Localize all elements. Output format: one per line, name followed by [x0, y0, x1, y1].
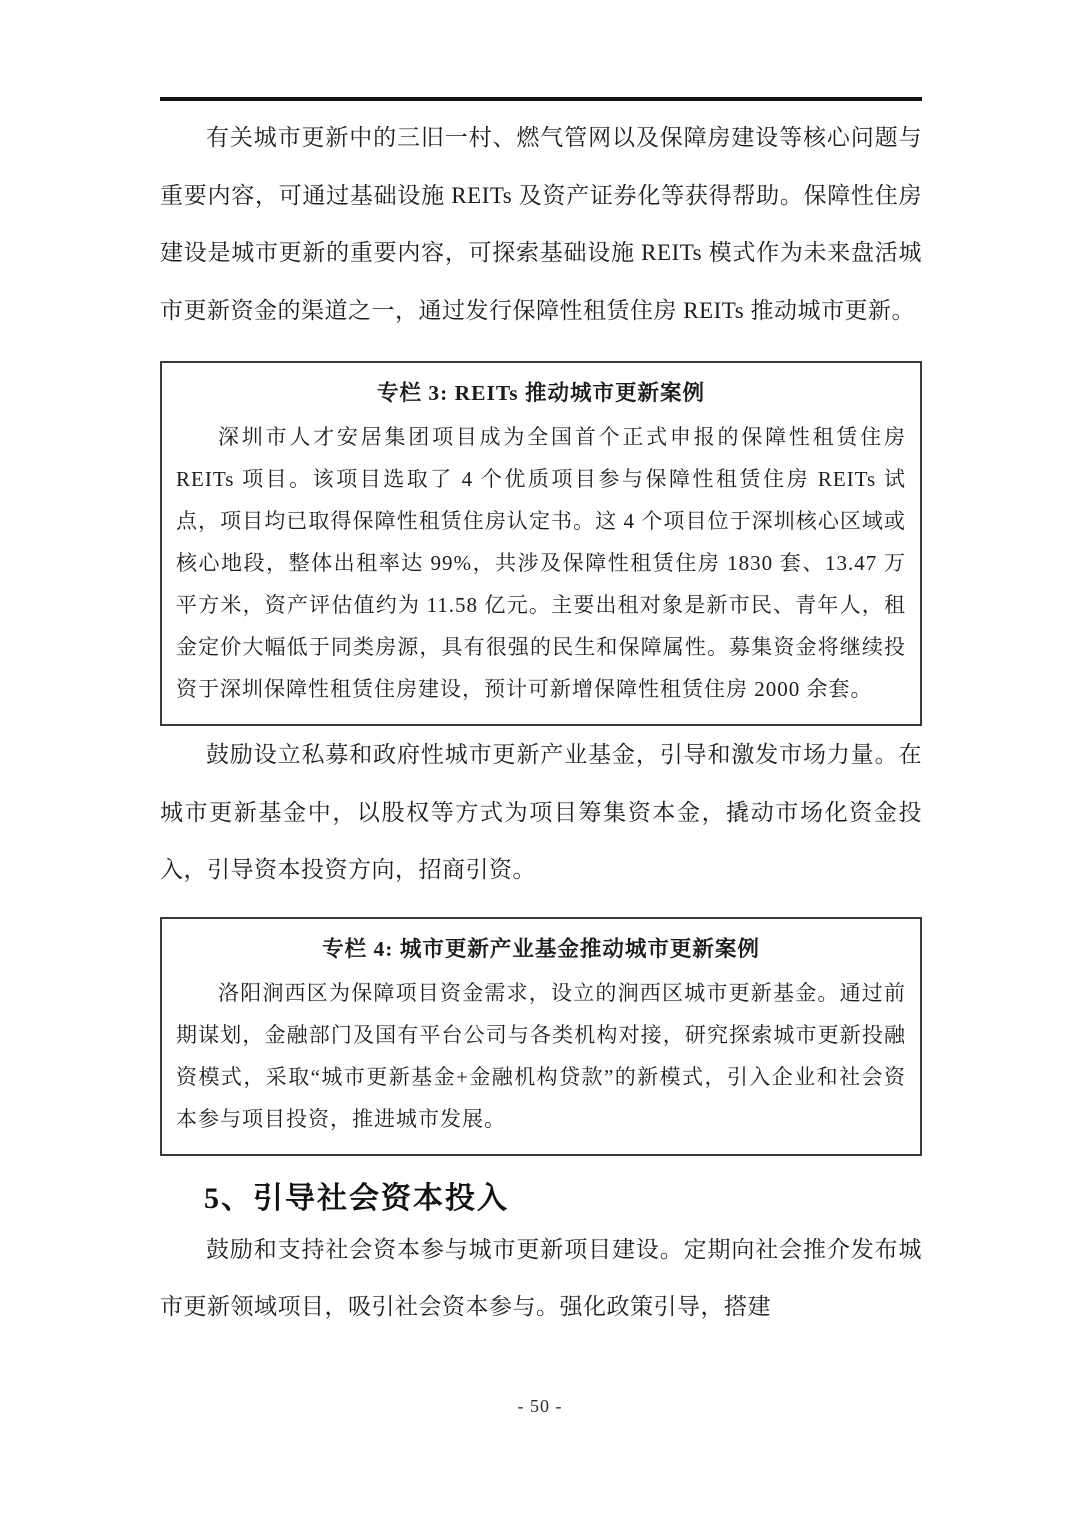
section-heading-5: 5、引导社会资本投入: [204, 1181, 509, 1215]
paragraph-social-capital: 鼓励和支持社会资本参与城市更新项目建设。定期向社会推介发布城市更新领域项目，吸引社会资本参与。强化政策引导，搭建: [160, 1236, 922, 1320]
paragraph-reits-intro: 有关城市更新中的三旧一村、燃气管网以及保障房建设等核心问题与重要内容，可通过基础设施 REITs 及资产证券化等获得帮助。保障性住房建设是城市更新的重要内容，可探索基础设施 REITs 模式作为未来盘活城市更新资金的渠道之一，通过发行保障性租赁住房 REITs 推动城市更新。: [160, 125, 922, 323]
page-number: - 50 -: [517, 1396, 563, 1416]
callout-box-column-3: [160, 361, 922, 726]
paragraph-fund-intro: 鼓励设立私募和政府性城市更新产业基金，引导和激发市场力量。在城市更新基金中，以股权等方式为项目筹集资本金，撬动市场化资金投入，引导资本投资方向，招商引资。: [160, 742, 922, 883]
column-4-body: 洛阳涧西区为保障项目资金需求，设立的涧西区城市更新基金。通过前期谋划，金融部门及国有平台公司与各类机构对接，研究探索城市更新投融资模式，采取“城市更新基金+金融机构贷款”的新模式，引入企业和社会资本参与项目投资，推进城市发展。: [176, 980, 906, 1131]
column-4-title: 专栏 4: 城市更新产业基金推动城市更新案例: [322, 936, 760, 961]
column-3-title: 专栏 3: REITs 推动城市更新案例: [376, 381, 705, 405]
callout-box-column-4: [160, 917, 922, 1156]
header-rule: [160, 97, 922, 101]
page-content: [0, 97, 1080, 1336]
column-3-body: 深圳市人才安居集团项目成为全国首个正式申报的保障性租赁住房 REITs 项目。该项目选取了 4 个优质项目参与保障性租赁住房 REITs 试点，项目均已取得保障性租赁住房认定书。这 4 个项目位于深圳核心区域或核心地段，整体出租率达 99%，共涉及保障性租赁住房 1830 套、13.47 万平方米，资产评估值约为 11.58 亿元。主要出租对象是新市民、青年人，租金定价大幅低于同类房源，具有很强的民生和保障属性。募集资金将继续投资于深圳保障性租赁住房建设，预计可新增保障性租赁住房 2000 余套。: [176, 425, 906, 702]
